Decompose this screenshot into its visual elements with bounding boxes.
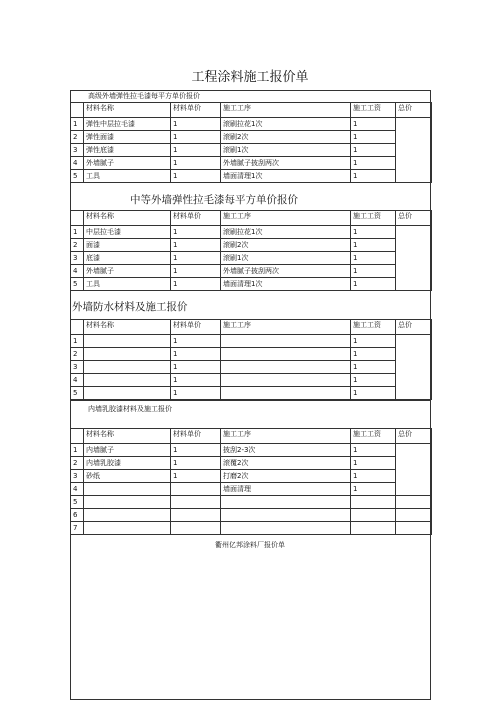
unit-price: 1 xyxy=(171,361,221,374)
table-row xyxy=(71,131,432,144)
header-labor-cost: 施工工资 xyxy=(351,320,396,335)
process xyxy=(221,374,351,387)
table-row xyxy=(71,387,432,400)
table-row xyxy=(71,265,432,278)
row-index: 4 xyxy=(71,265,84,278)
row-index: 3 xyxy=(71,361,84,374)
unit-price: 1 xyxy=(171,118,221,131)
section-4-divider xyxy=(70,400,431,401)
process: 打磨2次 xyxy=(221,470,351,483)
row-index: 4 xyxy=(71,374,84,387)
table-row xyxy=(71,144,432,157)
process xyxy=(221,335,351,348)
process: 墙面清理1次 xyxy=(221,170,351,183)
process xyxy=(221,496,351,509)
process xyxy=(221,522,351,535)
unit-price: 1 xyxy=(171,444,221,457)
process xyxy=(221,361,351,374)
unit-price: 1 xyxy=(171,387,221,400)
total-price-cell xyxy=(396,118,432,183)
material-name: 底漆 xyxy=(84,252,171,265)
header-process: 施工工序 xyxy=(221,429,351,444)
section-2-table xyxy=(70,210,432,291)
labor-cost: 1 xyxy=(351,131,396,144)
material-name: 砂纸 xyxy=(84,470,171,483)
unit-price: 1 xyxy=(171,170,221,183)
unit-price xyxy=(171,496,221,509)
material-name: 外墙腻子 xyxy=(84,157,171,170)
process: 滚刷1次 xyxy=(221,144,351,157)
labor-cost: 1 xyxy=(351,239,396,252)
header-material-name: 材料名称 xyxy=(84,211,171,226)
material-name: 工具 xyxy=(84,278,171,291)
labor-cost: 1 xyxy=(351,444,396,457)
total-price-cell xyxy=(396,509,432,522)
labor-cost: 1 xyxy=(351,374,396,387)
total-price-cell xyxy=(396,226,432,291)
unit-price: 1 xyxy=(171,348,221,361)
material-name: 外墙腻子 xyxy=(84,265,171,278)
section-2-caption: 中等外墙弹性拉毛漆每平方单价报价 xyxy=(130,194,298,206)
material-name xyxy=(84,522,171,535)
process: 滚刷拉花1次 xyxy=(221,118,351,131)
unit-price: 1 xyxy=(171,157,221,170)
header-labor-cost: 施工工资 xyxy=(351,211,396,226)
labor-cost: 1 xyxy=(351,387,396,400)
section-3-table xyxy=(70,319,432,400)
row-index: 1 xyxy=(71,444,84,457)
header-material-name: 材料名称 xyxy=(84,320,171,335)
header-total: 总价 xyxy=(396,429,432,444)
total-price-cell xyxy=(396,335,432,400)
labor-cost: 1 xyxy=(351,457,396,470)
table-row xyxy=(71,348,432,361)
page-title: 工程涂料施工报价单 xyxy=(191,70,309,85)
row-index: 2 xyxy=(71,348,84,361)
header-index xyxy=(71,320,84,335)
labor-cost: 1 xyxy=(351,170,396,183)
row-index: 7 xyxy=(71,522,84,535)
labor-cost: 1 xyxy=(351,278,396,291)
table-row xyxy=(71,470,432,483)
material-name: 内墙乳胶漆 xyxy=(84,457,171,470)
process: 滚刷1次 xyxy=(221,252,351,265)
section-1-table xyxy=(70,102,432,183)
labor-cost xyxy=(351,509,396,522)
row-index: 2 xyxy=(71,239,84,252)
process: 滚刷拉花1次 xyxy=(221,226,351,239)
unit-price: 1 xyxy=(171,131,221,144)
header-labor-cost: 施工工资 xyxy=(351,103,396,118)
unit-price: 1 xyxy=(171,278,221,291)
table-row xyxy=(71,118,432,131)
unit-price: 1 xyxy=(171,265,221,278)
table-row xyxy=(71,509,432,522)
header-process: 施工工序 xyxy=(221,103,351,118)
table-row xyxy=(71,170,432,183)
labor-cost: 1 xyxy=(351,144,396,157)
header-unit-price: 材料单价 xyxy=(171,103,221,118)
unit-price xyxy=(171,509,221,522)
table-row xyxy=(71,361,432,374)
process xyxy=(221,348,351,361)
header-material-name: 材料名称 xyxy=(84,103,171,118)
table-row xyxy=(71,444,432,457)
process: 墙面清理1次 xyxy=(221,278,351,291)
section-4-caption: 内墙乳胶漆材料及施工报价 xyxy=(88,405,172,413)
material-name: 面漆 xyxy=(84,239,171,252)
material-name xyxy=(84,483,171,496)
material-name: 弹性底漆 xyxy=(84,144,171,157)
process: 滚刷2次 xyxy=(221,131,351,144)
table-row xyxy=(71,226,432,239)
process: 滚刷2次 xyxy=(221,239,351,252)
labor-cost xyxy=(351,496,396,509)
unit-price: 1 xyxy=(171,374,221,387)
header-total: 总价 xyxy=(396,320,432,335)
table-header-row xyxy=(71,429,432,444)
header-labor-cost: 施工工资 xyxy=(351,429,396,444)
material-name: 工具 xyxy=(84,170,171,183)
table-row xyxy=(71,483,432,496)
process: 滚覆2次 xyxy=(221,457,351,470)
table-header-row xyxy=(71,211,432,226)
labor-cost: 1 xyxy=(351,265,396,278)
table-row xyxy=(71,157,432,170)
material-name xyxy=(84,387,171,400)
row-index: 5 xyxy=(71,496,84,509)
material-name xyxy=(84,335,171,348)
labor-cost: 1 xyxy=(351,118,396,131)
process xyxy=(221,387,351,400)
material-name xyxy=(84,509,171,522)
labor-cost: 1 xyxy=(351,483,396,496)
table-header-row xyxy=(71,320,432,335)
total-price-cell xyxy=(396,444,432,496)
unit-price: 1 xyxy=(171,335,221,348)
header-index xyxy=(71,211,84,226)
total-price-cell xyxy=(396,496,432,509)
row-index: 6 xyxy=(71,509,84,522)
header-unit-price: 材料单价 xyxy=(171,320,221,335)
row-index: 1 xyxy=(71,118,84,131)
material-name: 弹性中层拉毛漆 xyxy=(84,118,171,131)
section-3-caption: 外墙防水材料及施工报价 xyxy=(72,301,188,313)
labor-cost: 1 xyxy=(351,335,396,348)
header-total: 总价 xyxy=(396,103,432,118)
process: 披刮2-3次 xyxy=(221,444,351,457)
header-process: 施工工序 xyxy=(221,320,351,335)
row-index: 3 xyxy=(71,144,84,157)
header-index xyxy=(71,429,84,444)
row-index: 1 xyxy=(71,226,84,239)
header-index xyxy=(71,103,84,118)
row-index: 2 xyxy=(71,457,84,470)
table-row xyxy=(71,278,432,291)
unit-price: 1 xyxy=(171,252,221,265)
labor-cost xyxy=(351,522,396,535)
table-row xyxy=(71,335,432,348)
material-name: 内墙腻子 xyxy=(84,444,171,457)
row-index: 5 xyxy=(71,387,84,400)
table-row xyxy=(71,239,432,252)
table-header-row xyxy=(71,103,432,118)
process xyxy=(221,509,351,522)
unit-price: 1 xyxy=(171,226,221,239)
unit-price: 1 xyxy=(171,470,221,483)
section-1-caption: 高级外墙弹性拉毛漆每平方单价报价 xyxy=(88,92,200,100)
row-index: 1 xyxy=(71,335,84,348)
row-index: 5 xyxy=(71,278,84,291)
unit-price: 1 xyxy=(171,239,221,252)
row-index: 5 xyxy=(71,170,84,183)
process: 墙面清理 xyxy=(221,483,351,496)
labor-cost: 1 xyxy=(351,226,396,239)
table-row xyxy=(71,496,432,509)
table-row xyxy=(71,522,432,535)
row-index: 4 xyxy=(71,483,84,496)
material-name xyxy=(84,348,171,361)
header-unit-price: 材料单价 xyxy=(171,211,221,226)
section-4-table xyxy=(70,428,432,535)
process: 外墙腻子披刮两次 xyxy=(221,157,351,170)
labor-cost: 1 xyxy=(351,470,396,483)
material-name xyxy=(84,496,171,509)
header-material-name: 材料名称 xyxy=(84,429,171,444)
material-name: 中层拉毛漆 xyxy=(84,226,171,239)
unit-price xyxy=(171,522,221,535)
table-row xyxy=(71,252,432,265)
footer-note: 衢州亿邦涂料厂报价单 xyxy=(215,541,285,549)
table-row xyxy=(71,374,432,387)
table-row xyxy=(71,457,432,470)
unit-price: 1 xyxy=(171,457,221,470)
labor-cost: 1 xyxy=(351,348,396,361)
total-price-cell xyxy=(396,522,432,535)
header-process: 施工工序 xyxy=(221,211,351,226)
header-unit-price: 材料单价 xyxy=(171,429,221,444)
labor-cost: 1 xyxy=(351,157,396,170)
row-index: 4 xyxy=(71,157,84,170)
header-total: 总价 xyxy=(396,211,432,226)
unit-price xyxy=(171,483,221,496)
material-name xyxy=(84,361,171,374)
unit-price: 1 xyxy=(171,144,221,157)
labor-cost: 1 xyxy=(351,361,396,374)
process: 外墙腻子披刮两次 xyxy=(221,265,351,278)
material-name: 弹性面漆 xyxy=(84,131,171,144)
row-index: 3 xyxy=(71,252,84,265)
row-index: 3 xyxy=(71,470,84,483)
labor-cost: 1 xyxy=(351,252,396,265)
material-name xyxy=(84,374,171,387)
row-index: 2 xyxy=(71,131,84,144)
